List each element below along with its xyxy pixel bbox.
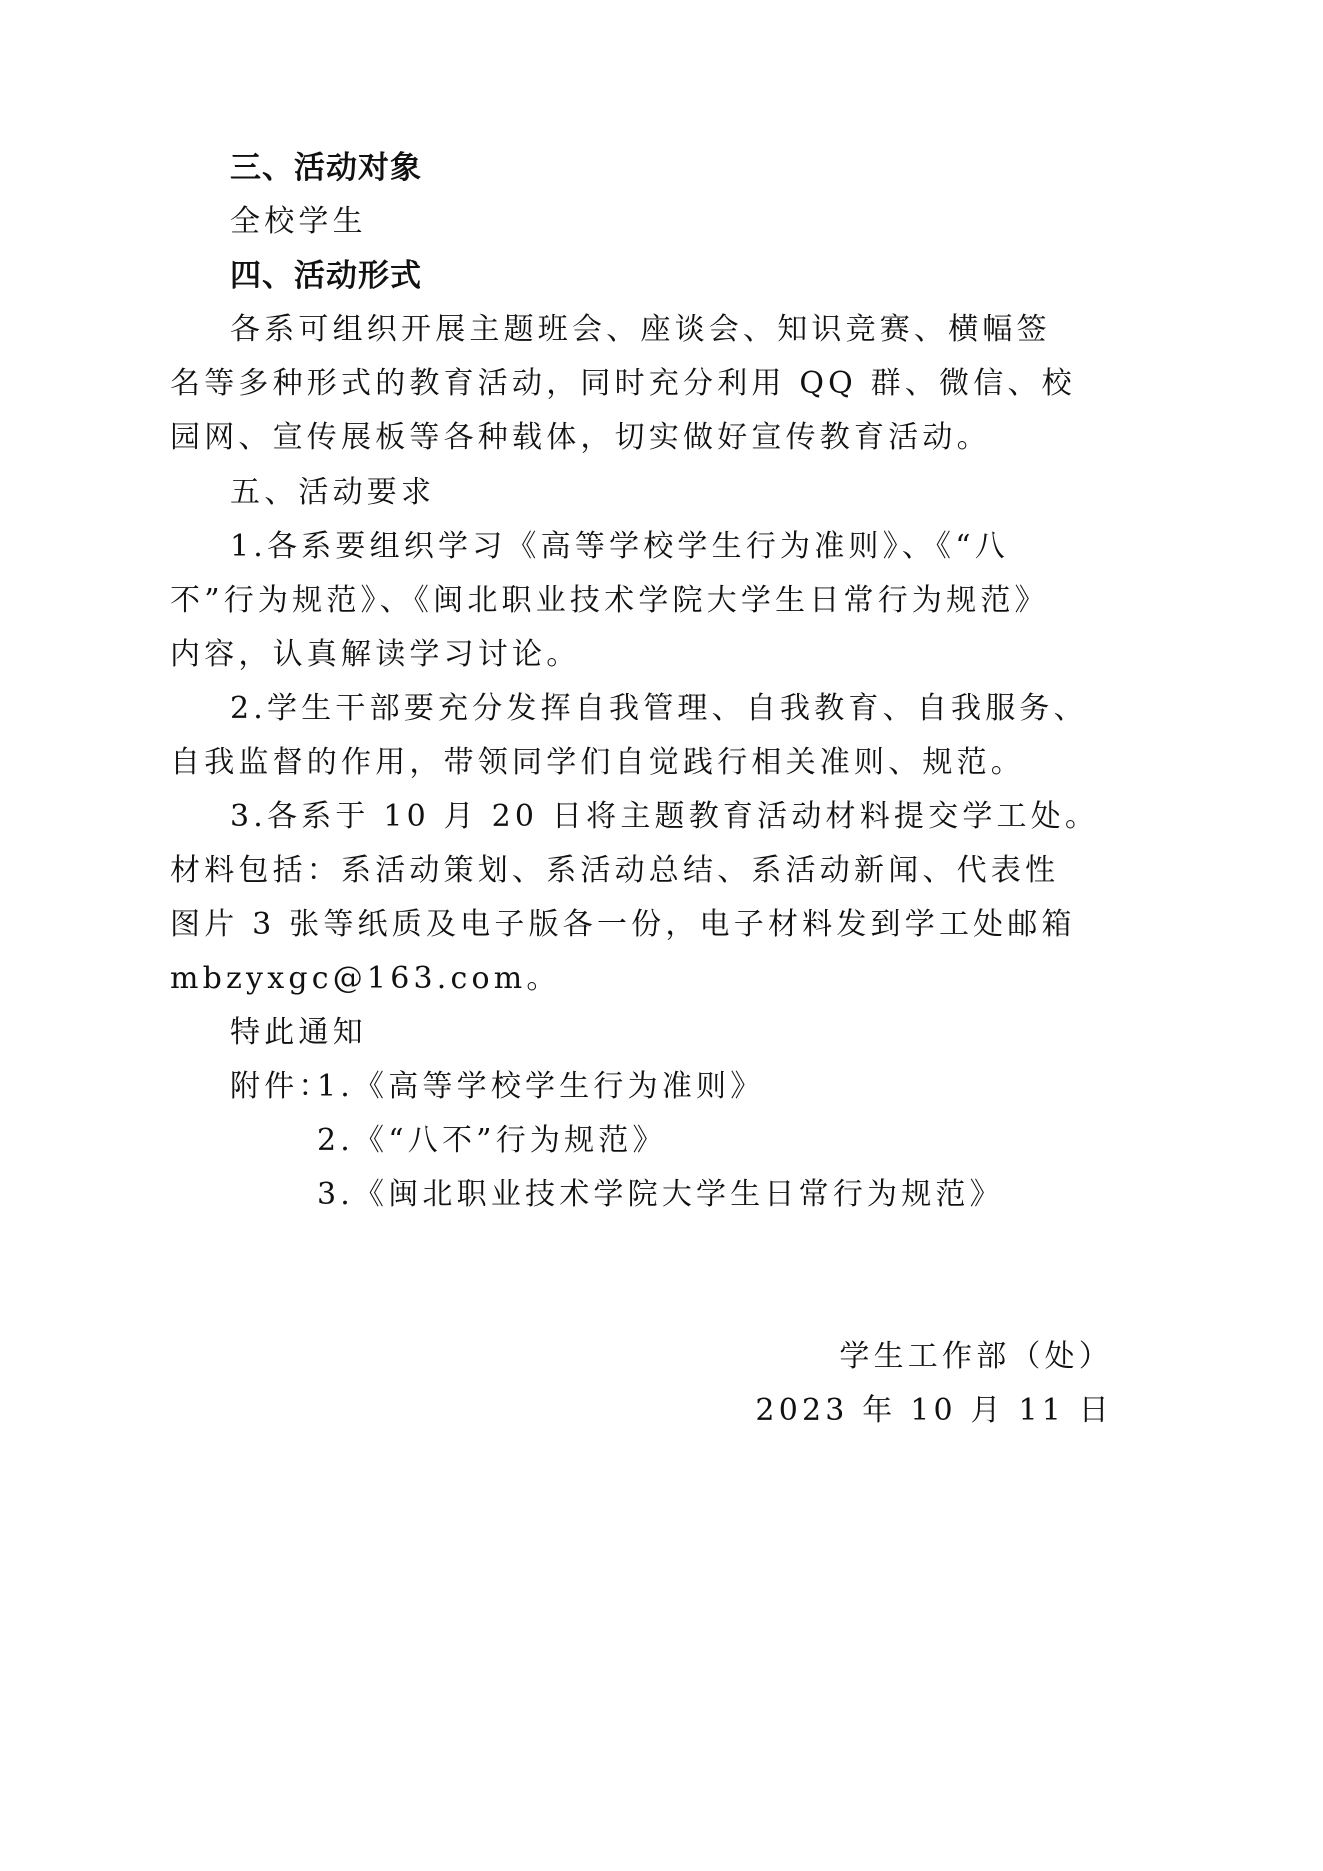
requirement-item-1-line: 1.各系要组织学习《高等学校学生行为准则》、《“八 xyxy=(230,529,1009,564)
requirement-item-3-line: 图片 3 张等纸质及电子版各一份，电子材料发到学工处邮箱 xyxy=(170,907,1076,942)
attachment-item-3[interactable]: 3.《闽北职业技术学院大学生日常行为规范》 xyxy=(317,1177,1004,1212)
email-address-line[interactable]: mbzyxgc@163.com。 xyxy=(170,961,561,996)
requirement-item-2-line: 自我监督的作用，带领同学们自觉践行相关准则、规范。 xyxy=(170,745,1025,780)
attachment-item-2[interactable]: 2.《“八不”行为规范》 xyxy=(317,1123,667,1158)
signature-department: 学生工作部（处） xyxy=(839,1339,1113,1374)
closing-text: 特此通知 xyxy=(230,1015,367,1050)
paragraph-activity-targets: 全校学生 xyxy=(230,204,367,239)
requirement-item-1-line: 不”行为规范》、《闽北职业技术学院大学生日常行为规范》 xyxy=(170,583,1049,618)
requirement-item-3-line: 3.各系于 10 月 20 日将主题教育活动材料提交学工处。 xyxy=(230,799,1100,834)
requirement-item-3-line: 材料包括：系活动策划、系活动总结、系活动新闻、代表性 xyxy=(170,853,1060,888)
section-heading-activity-format: 四、活动形式 xyxy=(230,258,422,294)
requirement-item-2-line: 2.学生干部要充分发挥自我管理、自我教育、自我服务、 xyxy=(230,691,1088,726)
paragraph-line: 名等多种形式的教育活动，同时充分利用 QQ 群、微信、校 xyxy=(170,366,1076,401)
signature-date: 2023 年 10 月 11 日 xyxy=(755,1393,1113,1428)
section-heading-activity-requirements: 五、活动要求 xyxy=(230,475,436,510)
paragraph-line: 园网、宣传展板等各种载体，切实做好宣传教育活动。 xyxy=(170,420,991,455)
section-heading-activity-targets: 三、活动对象 xyxy=(230,150,422,186)
attachments-label: 附件： xyxy=(230,1069,333,1104)
requirement-item-1-line: 内容，认真解读学习讨论。 xyxy=(170,637,581,672)
paragraph-line: 各系可组织开展主题班会、座谈会、知识竞赛、横幅签 xyxy=(230,312,1051,347)
attachment-item-1[interactable]: 1.《高等学校学生行为准则》 xyxy=(317,1069,765,1104)
